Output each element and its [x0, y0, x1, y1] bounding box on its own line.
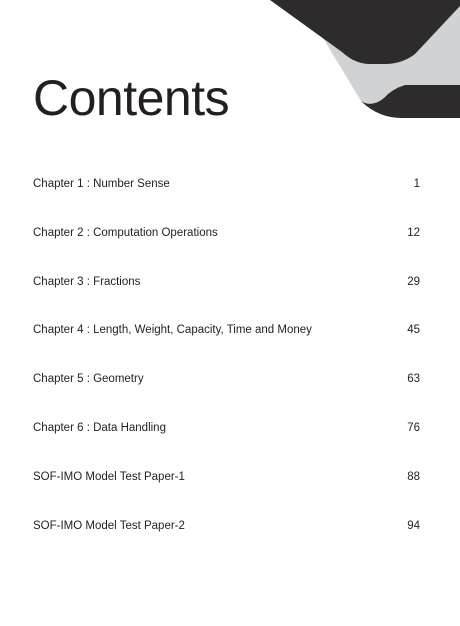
page-title: Contents	[33, 70, 230, 126]
toc-entry-test-paper-2[interactable]	[33, 514, 420, 538]
toc-entry-title: Chapter 2 : Computation Operations	[33, 226, 218, 239]
toc-entry-page: 76	[407, 421, 420, 434]
toc-entry-chapter-1[interactable]	[33, 172, 420, 196]
toc-entry-title: SOF-IMO Model Test Paper-1	[33, 470, 185, 483]
toc-entry-chapter-6[interactable]	[33, 416, 420, 440]
toc-entry-title: Chapter 1 : Number Sense	[33, 178, 170, 190]
toc-entry-page: 63	[407, 373, 420, 386]
toc-entry-title: SOF-IMO Model Test Paper-2	[33, 519, 185, 532]
toc-entry-chapter-3[interactable]	[33, 270, 420, 294]
toc-entry-page: 45	[407, 324, 420, 337]
toc-entry-title: Chapter 4 : Length, Weight, Capacity, Time and Money	[33, 324, 312, 337]
toc-entry-page: 94	[407, 519, 420, 532]
toc-entry-test-paper-1[interactable]	[33, 465, 420, 489]
toc-entry-title: Chapter 5 : Geometry	[33, 373, 144, 386]
toc-entry-page: 29	[407, 275, 420, 288]
toc-entry-page: 88	[407, 470, 420, 483]
toc-entry-title: Chapter 6 : Data Handling	[33, 421, 166, 434]
toc-entry-page: 1	[413, 178, 420, 190]
toc-entry-title: Chapter 3 : Fractions	[33, 275, 141, 288]
toc-entry-page: 12	[407, 226, 420, 239]
toc-entry-chapter-2[interactable]	[33, 221, 420, 245]
toc-list	[33, 172, 420, 562]
toc-entry-chapter-5[interactable]	[33, 367, 420, 391]
toc-entry-chapter-4[interactable]	[33, 318, 420, 342]
